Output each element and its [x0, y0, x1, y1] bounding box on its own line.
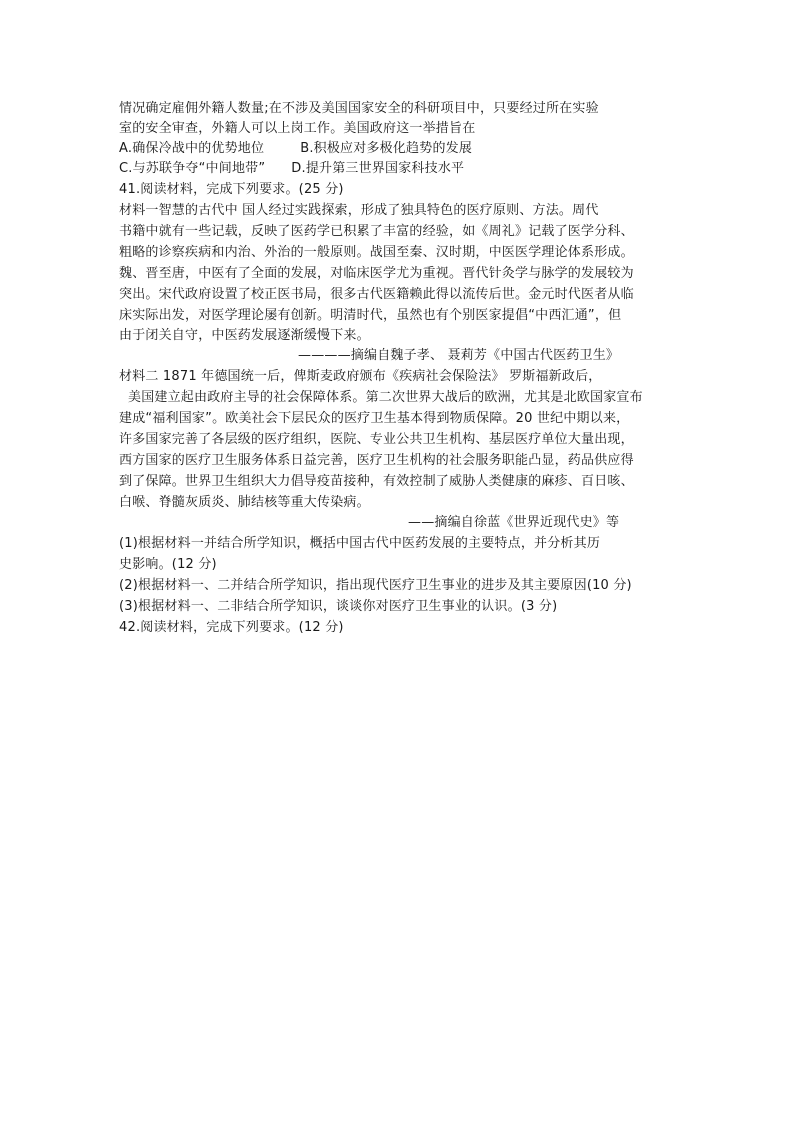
q41-material1-line: 魏、晋至唐，中医有了全面的发展，对临床医学尤为重视。晋代针灸学与脉学的发展较为	[119, 266, 634, 281]
q41-material1-line: 由于闭关自守，中医药发展逐渐缓慢下来。	[119, 328, 370, 343]
q41-task-1: (1)根据材料一并结合所学知识，概括中国古代中医药发展的主要特点，并分析其历	[119, 536, 601, 551]
q41-material1-line: 粗略的诊察疾病和内治、外治的一般原则。战国至秦、汉时期，中医医学理论体系形成。	[119, 245, 634, 260]
q41-task-1-cont: 史影响。(12 分)	[119, 557, 217, 572]
q42-heading: 42.阅读材料，完成下列要求。(12 分)	[119, 620, 344, 635]
q40-option-d: D.提升第三世界国家科技水平	[291, 161, 465, 176]
q41-material1-line: 突出。宋代政府设置了校正医书局，很多古代医籍赖此得以流传后世。金元时代医者从临	[119, 287, 634, 302]
q40-options-row-1	[119, 139, 472, 159]
q40-option-a: A.确保冷战中的优势地位	[119, 141, 265, 156]
q41-material2-line: 美国建立起由政府主导的社会保障体系。第二次世界大战后的欧洲，尤其是北欧国家宣布	[128, 390, 643, 405]
q41-material1-line: 材料一智慧的古代中 国人经过实践探索，形成了独具特色的医疗原则、方法。周代	[119, 203, 599, 218]
q41-heading: 41.阅读材料，完成下列要求。(25 分)	[119, 182, 344, 197]
q41-material1-line: 书籍中就有一些记载，反映了医药学已积累了丰富的经验，如《周礼》记载了医学分科、	[119, 224, 634, 239]
q41-task-2: (2)根据材料一、二并结合所学知识，指出现代医疗卫生事业的进步及其主要原因(10 分)	[119, 578, 632, 593]
q41-material2-line: 西方国家的医疗卫生服务体系日益完善，医疗卫生机构的社会服务职能凸显，药品供应得	[119, 453, 634, 468]
q41-material2-line: 白喉、脊髓灰质炎、肺结核等重大传染病。	[119, 495, 370, 510]
q41-material2-line: 材料二 1871 年德国统一后，俾斯麦政府颁布《疾病社会保险法》 罗斯福新政后，	[119, 369, 602, 384]
q41-material2-source: ——摘编自徐蓝《世界近现代史》等	[408, 515, 620, 530]
q41-material1-source: ————摘编自魏子孝、 聂莉芳《中国古代医药卫生》	[298, 348, 620, 363]
q41-task-3: (3)根据材料一、二非结合所学知识，谈谈你对医疗卫生事业的认识。(3 分)	[119, 599, 558, 614]
q41-material2-line: 建成“福利国家”。欧美社会下层民众的医疗卫生基本得到物质保障。20 世纪中期以来，	[119, 411, 630, 426]
q40-option-c: C.与苏联争夺“中间地带”	[119, 161, 266, 176]
q40-option-b: B.积极应对多极化趋势的发展	[300, 141, 473, 156]
q40-options-row-2	[119, 159, 464, 179]
q41-material2-line: 到了保障。世界卫生组织大力倡导疫苗接种，有效控制了威胁人类健康的麻疹、百日咳、	[119, 474, 634, 489]
q41-material1-line: 床实际出发，对医学理论屡有创新。明清时代，虽然也有个别医家提倡“中西汇通”，但	[119, 308, 622, 323]
q41-material2-line: 许多国家完善了各层级的医疗组织，医院、专业公共卫生机构、基层医疗单位大量出现，	[119, 432, 634, 447]
q40-stem-line-1: 情况确定雇佣外籍人数量;在不涉及美国国家安全的科研项目中，只要经过所在实验	[119, 101, 599, 116]
q40-stem-line-2: 室的安全审查，外籍人可以上岗工作。美国政府这一举措旨在	[119, 121, 476, 136]
